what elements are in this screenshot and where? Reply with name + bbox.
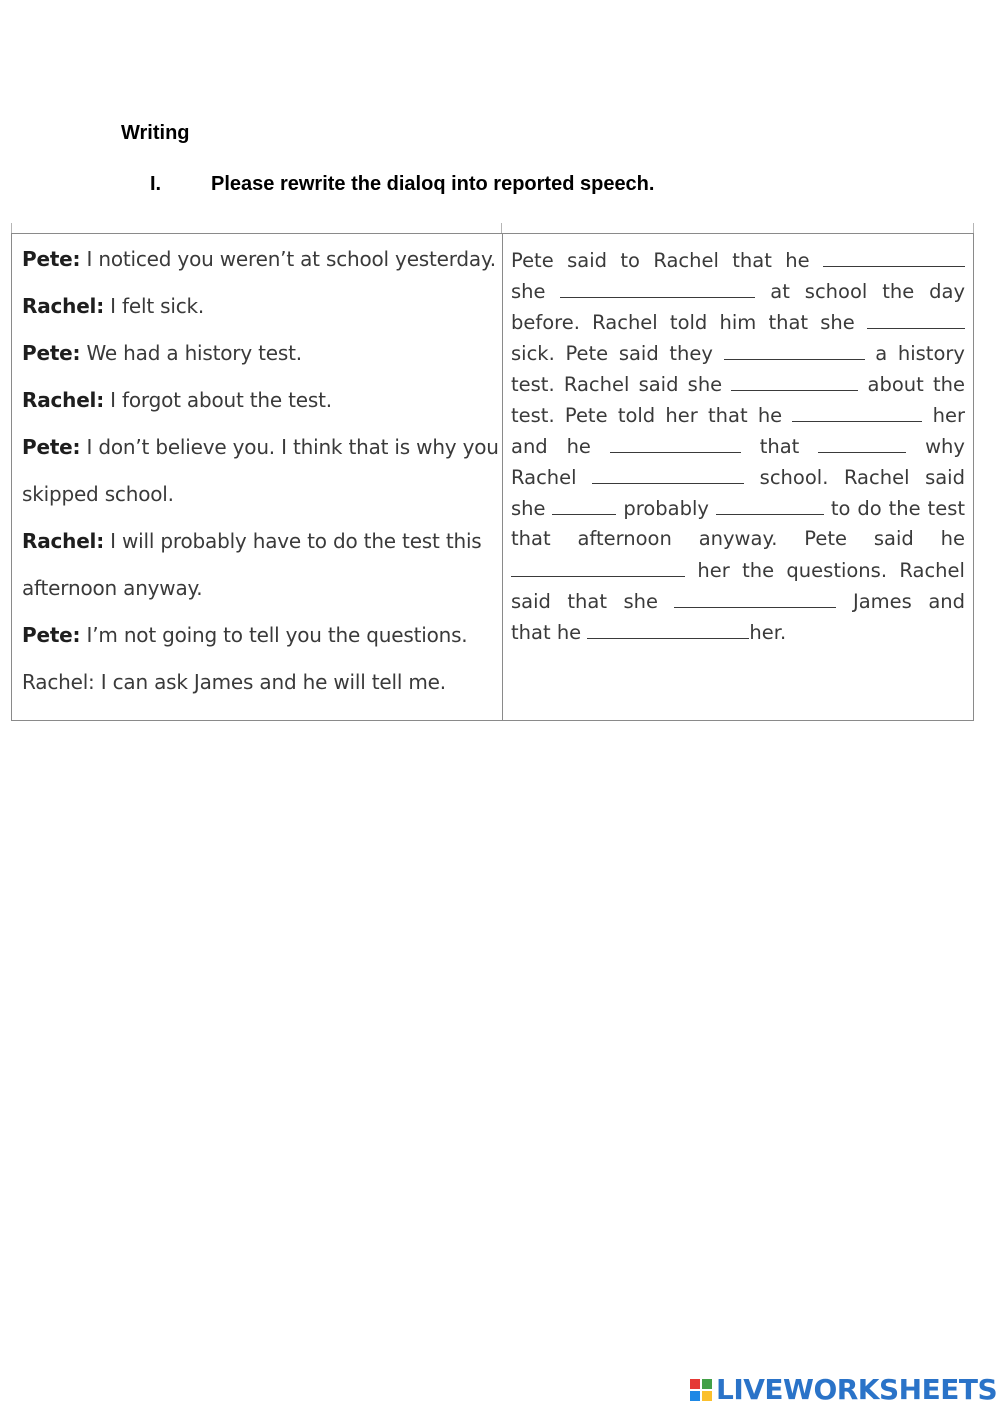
answer-blank[interactable] [724, 341, 865, 360]
logo-text: LIVEWORKSHEETS [716, 1373, 998, 1406]
answer-blank[interactable] [731, 372, 858, 391]
dialogue-line: Pete: I’m not going to tell you the questions. [22, 623, 468, 647]
reported-line: that he her. [511, 621, 787, 644]
reported-line: Rachel school. Rachel said [511, 466, 965, 489]
dialogue-line: Rachel: I can ask James and he will tell me. [22, 670, 446, 694]
reported-line: that afternoon anyway. Pete said he [511, 527, 965, 550]
logo-mark-icon [690, 1379, 712, 1401]
column-divider [502, 234, 503, 720]
reported-line: and he that why [511, 435, 965, 458]
answer-blank[interactable] [560, 279, 755, 298]
reported-line: her the questions. Rachel [511, 558, 965, 589]
dialogue-line: Pete: I noticed you weren’t at school yesterday. [22, 247, 496, 271]
reported-line: sick. Pete said they a history [511, 342, 965, 365]
answer-blank[interactable] [610, 434, 741, 453]
instruction [150, 173, 654, 196]
dialogue-line: Rachel: I felt sick. [22, 294, 205, 318]
liveworksheets-logo[interactable] [690, 1373, 997, 1406]
answer-blank[interactable] [552, 496, 616, 515]
answer-blank[interactable] [867, 310, 965, 329]
answer-blank[interactable] [587, 620, 749, 639]
reported-line: test. Rachel said she about the [511, 373, 965, 396]
reported-line: said that she James and [511, 590, 965, 613]
answer-blank[interactable] [792, 403, 922, 422]
dialogue-line: Pete: I don’t believe you. I think that is why you [22, 435, 499, 459]
answer-blank[interactable] [674, 589, 836, 608]
dialogue-line: Pete: We had a history test. [22, 341, 302, 365]
logo-square [690, 1391, 700, 1401]
dialogue-line: skipped school. [22, 482, 174, 506]
reported-line: she probably to do the test [511, 497, 965, 520]
logo-square [690, 1379, 700, 1389]
reported-line: before. Rachel told him that she [511, 310, 965, 341]
reported-line: she at school the day [511, 280, 965, 303]
reported-line: test. Pete told her that he her [511, 404, 965, 427]
dialogue-table [11, 233, 974, 721]
answer-blank[interactable] [823, 248, 965, 267]
heading: Writing [121, 122, 190, 144]
answer-blank[interactable] [592, 465, 744, 484]
answer-blank[interactable] [818, 434, 906, 453]
dialogue-line: Rachel: I will probably have to do the test this [22, 529, 482, 553]
instruction-number: I. [150, 173, 162, 195]
instruction-text: Please rewrite the dialoq into reported speech. [211, 173, 655, 195]
answer-blank[interactable] [511, 558, 685, 577]
reported-line: Pete said to Rachel that he [511, 248, 965, 279]
dialogue-line: afternoon anyway. [22, 576, 203, 600]
dialogue-line: Rachel: I forgot about the test. [22, 388, 332, 412]
answer-blank[interactable] [716, 496, 824, 515]
logo-square [702, 1379, 712, 1389]
logo-square [702, 1391, 712, 1401]
